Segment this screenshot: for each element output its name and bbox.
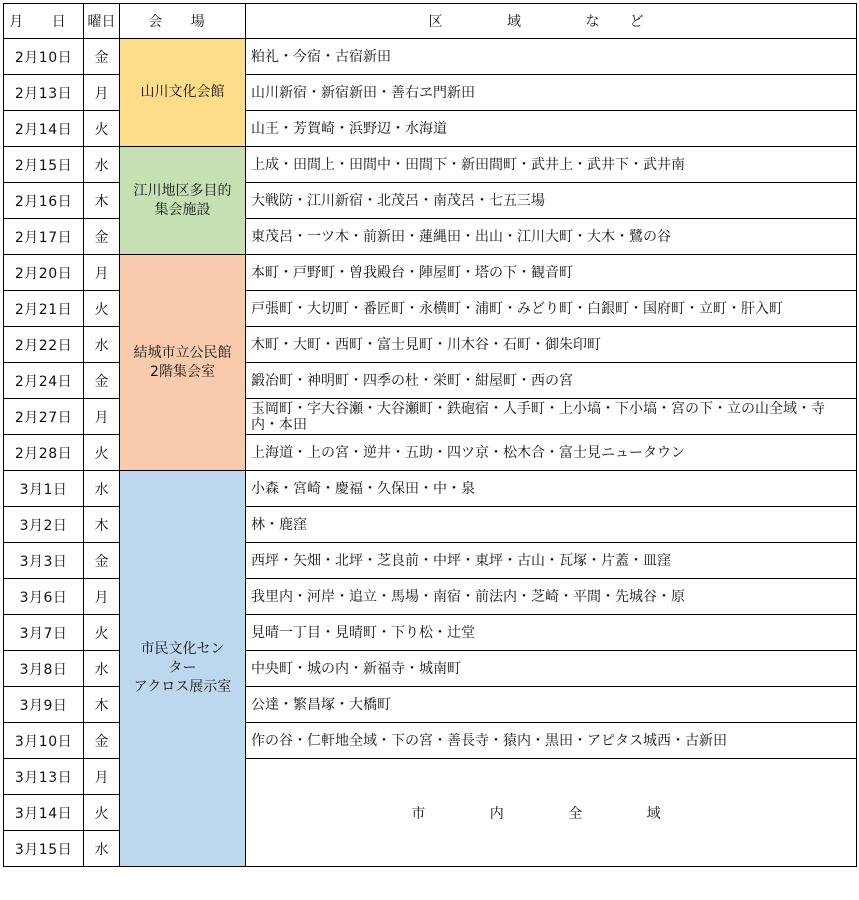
date-cell: 3月14日: [4, 795, 84, 831]
venue-cell: [120, 147, 246, 255]
header-row: [4, 4, 857, 39]
date-cell: 2月17日: [4, 219, 84, 255]
area-cell: 西坪・矢畑・北坪・芝良前・中坪・東坪・古山・瓦塚・片蓋・皿窪: [246, 543, 857, 579]
citywide-area-label: 市 内 全 域: [411, 805, 691, 822]
area-cell: 上海道・上の宮・逆井・五助・四ツ京・松木合・富士見ニュータウン: [246, 435, 857, 471]
date-cell: 3月13日: [4, 759, 84, 795]
weekday-cell: 火: [84, 795, 120, 831]
area-cell: 上成・田間上・田間中・田間下・新田間町・武井上・武井下・武井南: [246, 147, 857, 183]
venue-cell: [120, 255, 246, 471]
area-cell: 粕礼・今宿・古宿新田: [246, 39, 857, 75]
area-cell: 東茂呂・一ツ木・前新田・蓮縄田・出山・江川大町・大木・鷺の谷: [246, 219, 857, 255]
venue-name-line: 2階集会室: [150, 363, 215, 380]
venue-cell: [120, 39, 246, 147]
weekday-cell: 火: [84, 435, 120, 471]
area-cell: 戸張町・大切町・番匠町・永横町・浦町・みどり町・白銀町・国府町・立町・肝入町: [246, 291, 857, 327]
date-cell: 3月15日: [4, 831, 84, 867]
venue-cell: [120, 471, 246, 867]
venue-name-line: アクロス展示室: [133, 679, 232, 695]
area-cell: 木町・大町・西町・富士見町・川木谷・石町・御朱印町: [246, 327, 857, 363]
date-cell: 3月3日: [4, 543, 84, 579]
table-row: [4, 147, 857, 183]
table-row: [4, 39, 857, 75]
weekday-cell: 金: [84, 39, 120, 75]
weekday-cell: 月: [84, 759, 120, 795]
date-cell: 3月6日: [4, 579, 84, 615]
table-row: [4, 471, 857, 507]
weekday-cell: 金: [84, 723, 120, 759]
date-cell: 2月10日: [4, 39, 84, 75]
venue-name-line: ター: [168, 660, 197, 676]
weekday-cell: 水: [84, 471, 120, 507]
table-row: [4, 255, 857, 291]
date-cell: 2月13日: [4, 75, 84, 111]
area-cell: 我里内・河岸・追立・馬場・南宿・前法内・芝崎・平間・先城谷・原: [246, 579, 857, 615]
weekday-cell: 木: [84, 507, 120, 543]
weekday-cell: 金: [84, 543, 120, 579]
header-weekday: 曜日: [84, 4, 120, 39]
date-cell: 2月24日: [4, 363, 84, 399]
venue-name-line: 市民文化セン: [140, 641, 225, 657]
date-cell: 3月7日: [4, 615, 84, 651]
header-area: 区 域 など: [246, 4, 857, 39]
header-venue: 会 場: [120, 4, 246, 39]
weekday-cell: 月: [84, 75, 120, 111]
date-cell: 3月2日: [4, 507, 84, 543]
weekday-cell: 水: [84, 147, 120, 183]
area-cell: 作の谷・仁軒地全域・下の宮・善長寺・猿内・黒田・アピタス城西・古新田: [246, 723, 857, 759]
weekday-cell: 水: [84, 831, 120, 867]
date-cell: 3月9日: [4, 687, 84, 723]
date-cell: 2月22日: [4, 327, 84, 363]
area-cell: 見晴一丁目・見晴町・下り松・辻堂: [246, 615, 857, 651]
weekday-cell: 木: [84, 687, 120, 723]
schedule-table: [3, 3, 857, 867]
weekday-cell: 火: [84, 291, 120, 327]
area-cell: 林・鹿窪: [246, 507, 857, 543]
weekday-cell: 木: [84, 183, 120, 219]
weekday-cell: 水: [84, 651, 120, 687]
venue-name-line: 江川地区多目的: [133, 182, 232, 199]
area-cell: 山川新宿・新宿新田・善右ヱ門新田: [246, 75, 857, 111]
area-cell: 中央町・城の内・新福寺・城南町: [246, 651, 857, 687]
header-date: 月 日: [4, 4, 84, 39]
date-cell: 2月20日: [4, 255, 84, 291]
weekday-cell: 月: [84, 255, 120, 291]
area-cell: 山王・芳賀崎・浜野辺・水海道: [246, 111, 857, 147]
area-cell: 大戦防・江川新宿・北茂呂・南茂呂・七五三場: [246, 183, 857, 219]
area-cell: 鍛冶町・神明町・四季の杜・栄町・紺屋町・西の宮: [246, 363, 857, 399]
date-cell: 2月28日: [4, 435, 84, 471]
weekday-cell: 月: [84, 399, 120, 435]
date-cell: 2月14日: [4, 111, 84, 147]
area-cell: 公達・繁昌塚・大橋町: [246, 687, 857, 723]
date-cell: 3月10日: [4, 723, 84, 759]
date-cell: 2月27日: [4, 399, 84, 435]
weekday-cell: 水: [84, 327, 120, 363]
date-cell: 2月16日: [4, 183, 84, 219]
venue-name-line: 結城市立公民館: [133, 344, 232, 361]
weekday-cell: 火: [84, 111, 120, 147]
area-cell: 玉岡町・字大谷瀬・大谷瀬町・鉄砲宿・人手町・上小塙・下小塙・宮の下・立の山全域・寺内・本田: [246, 399, 857, 435]
weekday-cell: 金: [84, 363, 120, 399]
citywide-area-cell: [246, 759, 857, 867]
venue-name-line: 集会施設: [154, 201, 211, 218]
area-cell: 本町・戸野町・曽我殿台・陣屋町・塔の下・観音町: [246, 255, 857, 291]
weekday-cell: 月: [84, 579, 120, 615]
date-cell: 2月15日: [4, 147, 84, 183]
venue-name-line: 山川文化会館: [140, 84, 225, 100]
area-cell: 小森・宮崎・慶福・久保田・中・泉: [246, 471, 857, 507]
weekday-cell: 火: [84, 615, 120, 651]
weekday-cell: 金: [84, 219, 120, 255]
date-cell: 3月8日: [4, 651, 84, 687]
date-cell: 2月21日: [4, 291, 84, 327]
date-cell: 3月1日: [4, 471, 84, 507]
